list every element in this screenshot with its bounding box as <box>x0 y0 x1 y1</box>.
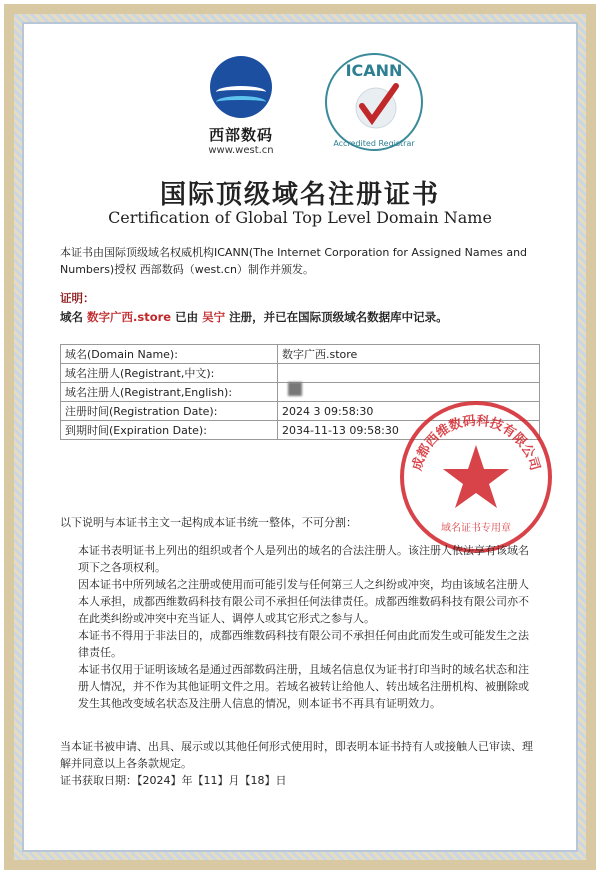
icann-accredited-logo <box>322 50 426 154</box>
table-label: 域名注册人(Registrant,中文): <box>61 364 278 383</box>
note-item: 本证书表明证书上列出的组织或者个人是列出的域名的合法注册人。该注册人依法享有该域名项下之各项权利。 <box>78 544 529 574</box>
table-value <box>278 364 540 383</box>
table-label: 域名(Domain Name): <box>61 345 278 364</box>
note-item: 因本证书中所列域名之注册或使用而可能引发与任何第三人之纠纷或冲突，均由该域名注册人本人承担，成都西维数码科技有限公司不承担任何法律责任。成都西维数码科技有限公司亦不在此类纠纷或冲突中充当证人、调停人或其它形式之参与人。 <box>78 578 529 625</box>
table-value: 数字广西.store <box>278 345 540 364</box>
west-wave-icon <box>210 56 272 118</box>
intro-text: 本证书由国际顶级域名权威机构ICANN(The Internet Corporation for Assigned Names and Numbers)授权 西部数码（west.cn）制作并颁发。 <box>60 246 528 276</box>
seal-ring-text: 成都西维数码科技有限公司 <box>409 413 543 473</box>
table-row <box>61 345 540 364</box>
icann-ring-text: Accredited Registrar <box>333 139 415 148</box>
table-label: 域名注册人(Registrant,English): <box>61 383 278 402</box>
certify-suffix: 注册，并已在国际顶级域名数据库中记录。 <box>229 310 448 324</box>
certify-line <box>60 309 448 325</box>
table-value: 2034-11-13 09:58:30 <box>278 421 540 440</box>
table-label: 注册时间(Registration Date): <box>61 402 278 421</box>
certificate-subtitle: Certification of Global Top Level Domain Name <box>108 208 492 227</box>
footer <box>60 738 538 789</box>
redacted-mark <box>288 382 302 396</box>
west-logo <box>196 56 286 156</box>
west-name: 西部数码 <box>208 126 273 144</box>
west-url: www.west.cn <box>208 145 274 156</box>
icann-text: ICANN <box>345 61 403 80</box>
note-item: 本证书仅用于证明该域名是通过西部数码注册，且域名信息仅为证书打印当时的域名状态和注册人情况，并不作为其他证明文件之用。若域名被转让给他人、转出域名注册机构、被删除或发生其他改变域名状态及注册人信息的情况，则本证书不再具有证明效力。 <box>78 663 529 710</box>
certify-domain: 数字广西.store <box>87 310 172 324</box>
certify-registrant: 吴宁 <box>202 310 226 324</box>
notes-list <box>78 542 538 712</box>
star-icon <box>443 445 509 508</box>
logo-area <box>0 50 600 160</box>
certify-heading: 证明： <box>60 291 95 305</box>
table-value: 2024 3 09:58:30 <box>278 402 540 421</box>
table-row <box>61 364 540 383</box>
footer-date: 证书获取日期：【2024】年【11】月【18】日 <box>60 774 287 787</box>
certify-prefix: 域名 <box>60 310 83 324</box>
certify-by: 已由 <box>175 310 199 324</box>
footer-statement: 当本证书被申请、出具、展示或以其他任何形式使用时，即表明本证书持有人或接触人已审读、理解并同意以上各条款规定。 <box>60 740 533 770</box>
notes-heading: 以下说明与本证书主文一起构成本证书统一整体，不可分割： <box>60 516 357 529</box>
note-item: 本证书不得用于非法目的，成都西维数码科技有限公司不承担任何由此而发生或可能发生之法律责任。 <box>78 629 529 659</box>
table-label: 到期时间(Expiration Date): <box>61 421 278 440</box>
seal-bottom-text: 域名证书专用章 <box>441 523 511 534</box>
certificate-title: 国际顶级域名注册证书 <box>159 180 440 210</box>
company-seal <box>396 397 556 557</box>
